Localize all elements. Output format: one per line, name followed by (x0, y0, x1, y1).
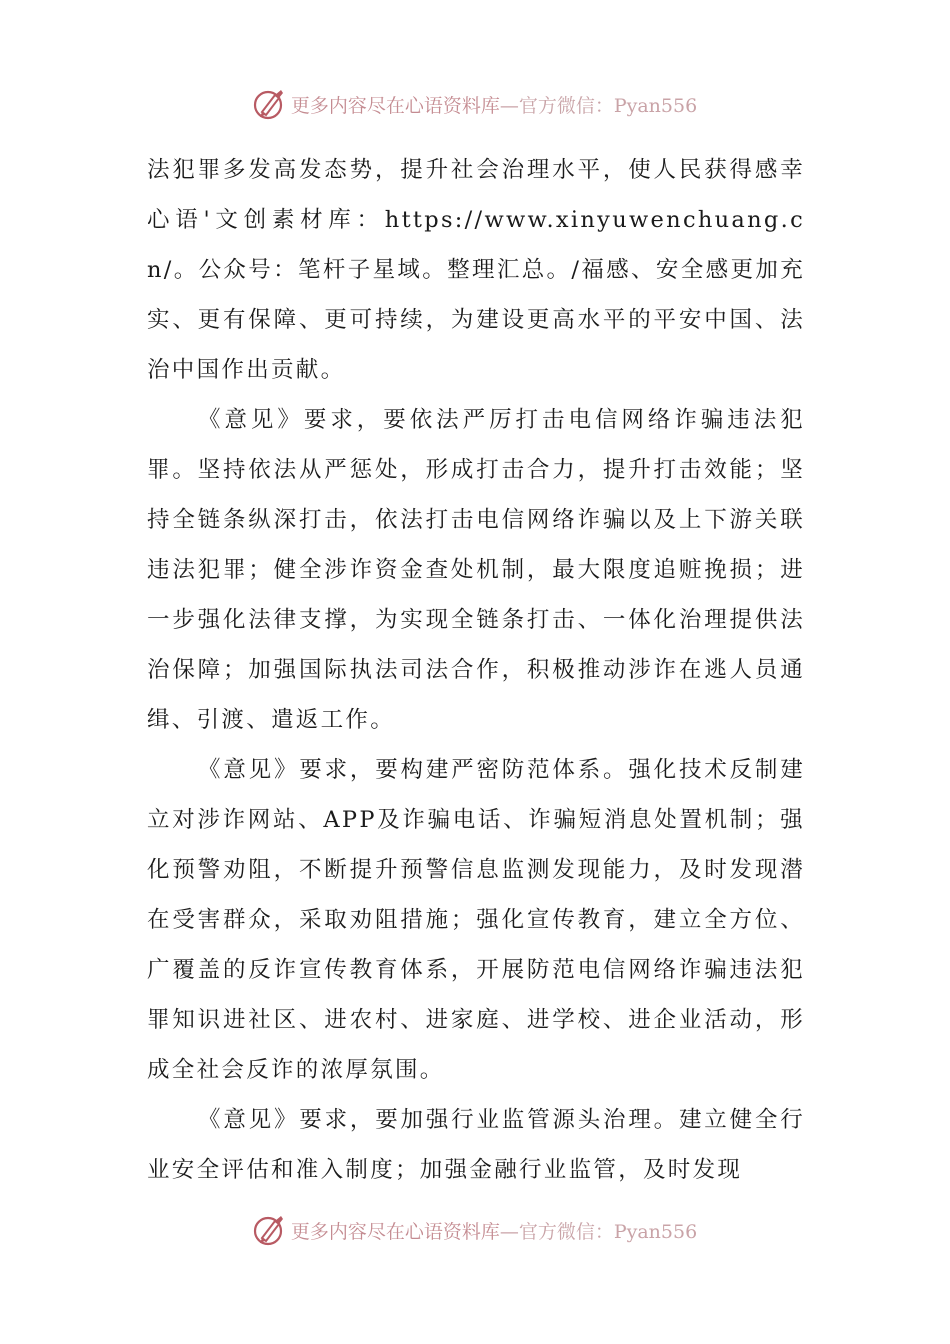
paragraph-3: 《意见》要求，要构建严密防范体系。强化技术反制建立对涉诈网站、APP及诈骗电话、诈骗短消息处置机制；强化预警劝阻，不断提升预警信息监测发现能力，及时发现潜在受害群众，采取劝阻措施；强化宣传教育，建立全方位、广覆盖的反诈宣传教育体系，开展防范电信网络诈骗违法犯罪知识进社区、进农村、进家庭、进学校、进企业活动，形成全社会反诈的浓厚氛围。 (147, 757, 805, 1083)
document-body (147, 145, 805, 1195)
paragraph-1: 法犯罪多发高发态势，提升社会治理水平，使人民获得感幸心语'文创素材库：https://www.xinyuwenchuang.cn/。公众号：笔杆子星域。整理汇总。/福感、安全感更加充实、更有保障、更可持续，为建设更高水平的平安中国、法治中国作出贡献。 (147, 157, 805, 383)
header-wechat-text: 官方微信：Pyan556 (518, 94, 698, 117)
footer-dash: — (499, 1220, 519, 1243)
paragraph-4: 《意见》要求，要加强行业监管源头治理。建立健全行业安全评估和准入制度；加强金融行业监管，及时发现 (147, 1107, 805, 1183)
footer-watermark-banner (0, 1210, 950, 1250)
pen-nib-circle-icon (253, 87, 287, 121)
footer-watermark-text (291, 1217, 697, 1244)
header-watermark-banner (0, 84, 950, 124)
header-site-text: 更多内容尽在心语资料库 (290, 94, 500, 117)
footer-site-text: 更多内容尽在心语资料库 (290, 1220, 500, 1243)
pen-nib-circle-icon (253, 1213, 287, 1247)
header-watermark-text (291, 91, 697, 118)
header-dash: — (499, 94, 519, 117)
paragraph-2: 《意见》要求，要依法严厉打击电信网络诈骗违法犯罪。坚持依法从严惩处，形成打击合力，提升打击效能；坚持全链条纵深打击，依法打击电信网络诈骗以及上下游关联违法犯罪；健全涉诈资金查处机制，最大限度追赃挽损；进一步强化法律支撑，为实现全链条打击、一体化治理提供法治保障；加强国际执法司法合作，积极推动涉诈在逃人员通缉、引渡、遣返工作。 (147, 407, 805, 733)
footer-wechat-text: 官方微信：Pyan556 (518, 1220, 698, 1243)
